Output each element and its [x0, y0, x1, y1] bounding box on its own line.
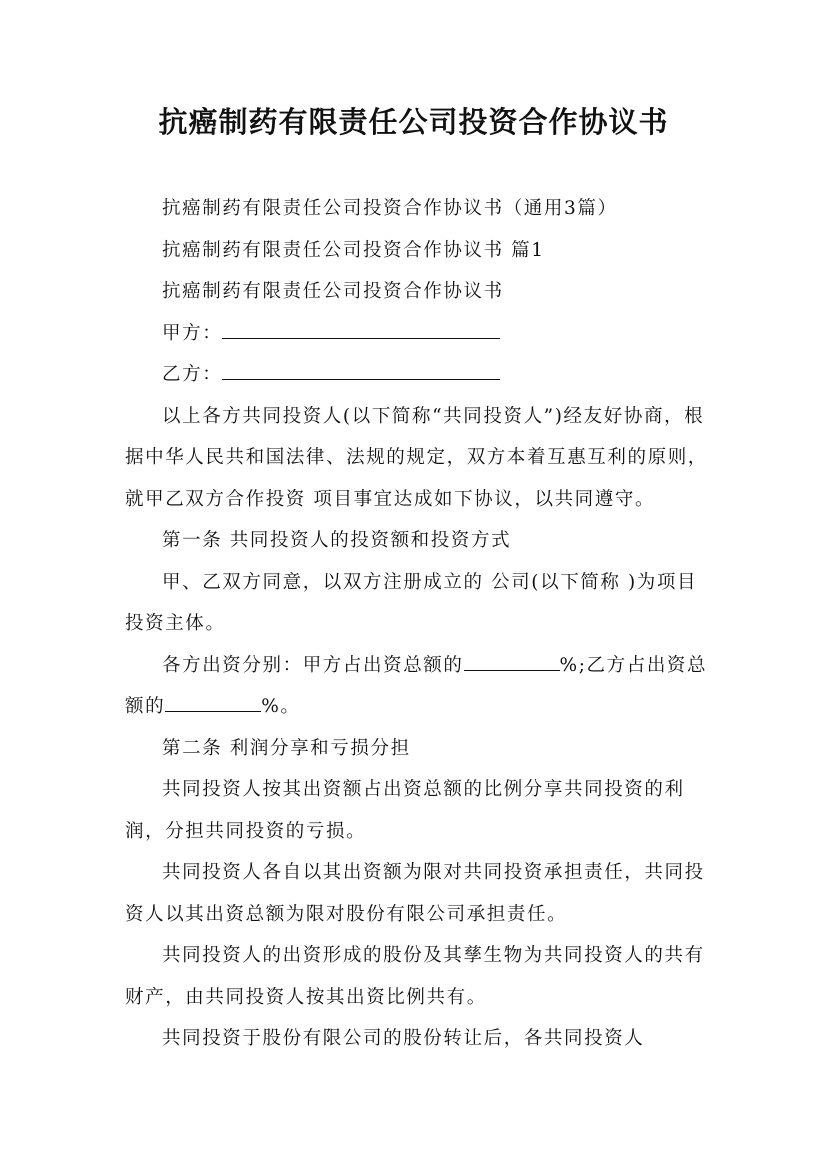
article1-paragraph-1: 甲、乙双方同意，以双方注册成立的 公司(以下简称 )为项目投资主体。	[125, 571, 698, 634]
party-b-line	[125, 354, 710, 396]
document-body	[125, 188, 710, 1060]
party-b-label: 乙方：	[162, 364, 223, 385]
investment-share-text-a: 各方出资分别：甲方占出资总额的	[162, 654, 464, 676]
article2-paragraph-2: 共同投资人各自以其出资额为限对共同投资承担责任，共同投资人以其出资总额为限对股份有限公司承担责任。	[125, 862, 705, 925]
document-subtitle: 抗癌制药有限责任公司投资合作协议书（通用3篇）	[162, 198, 618, 219]
party-a-blank	[222, 319, 500, 339]
agreement-heading: 抗癌制药有限责任公司投资合作协议书	[162, 281, 504, 302]
party-a-label: 甲方：	[162, 322, 223, 344]
document-title: 抗癌制药有限责任公司投资合作协议书	[158, 105, 669, 139]
article2-paragraph-1: 共同投资人按其出资额占出资总额的比例分享共同投资的利润，分担共同投资的亏损。	[125, 779, 685, 842]
party-b-blank	[222, 361, 500, 381]
party-a-share-blank	[464, 651, 560, 671]
article2-paragraph-4: 共同投资于股份有限公司的股份转让后，各共同投资人	[162, 1028, 645, 1049]
article2-heading: 第二条 利润分享和亏损分担	[162, 737, 411, 759]
party-b-share-blank	[165, 693, 261, 713]
article2-paragraph-3: 共同投资人的出资形成的股份及其孳生物为共同投资人的共有财产，由共同投资人按其出资比例共有。	[125, 945, 705, 1008]
investment-share-text-c: %。	[261, 696, 301, 717]
article1-paragraph-2	[125, 645, 710, 728]
investment-share-text-b: %;乙方占出资总额的	[125, 654, 708, 717]
intro-paragraph: 以上各方共同投资人(以下简称“共同投资人”)经友好协商，根据中华人民共和国法律、法规的规定，双方本着互惠互利的原则，就甲乙双方合作投资 项目事宜达成如下协议，以共同遵守。	[125, 405, 708, 510]
part-heading: 抗癌制药有限责任公司投资合作协议书 篇1	[162, 239, 545, 261]
party-a-line	[125, 313, 710, 355]
article1-heading: 第一条 共同投资人的投资额和投资方式	[162, 530, 512, 551]
